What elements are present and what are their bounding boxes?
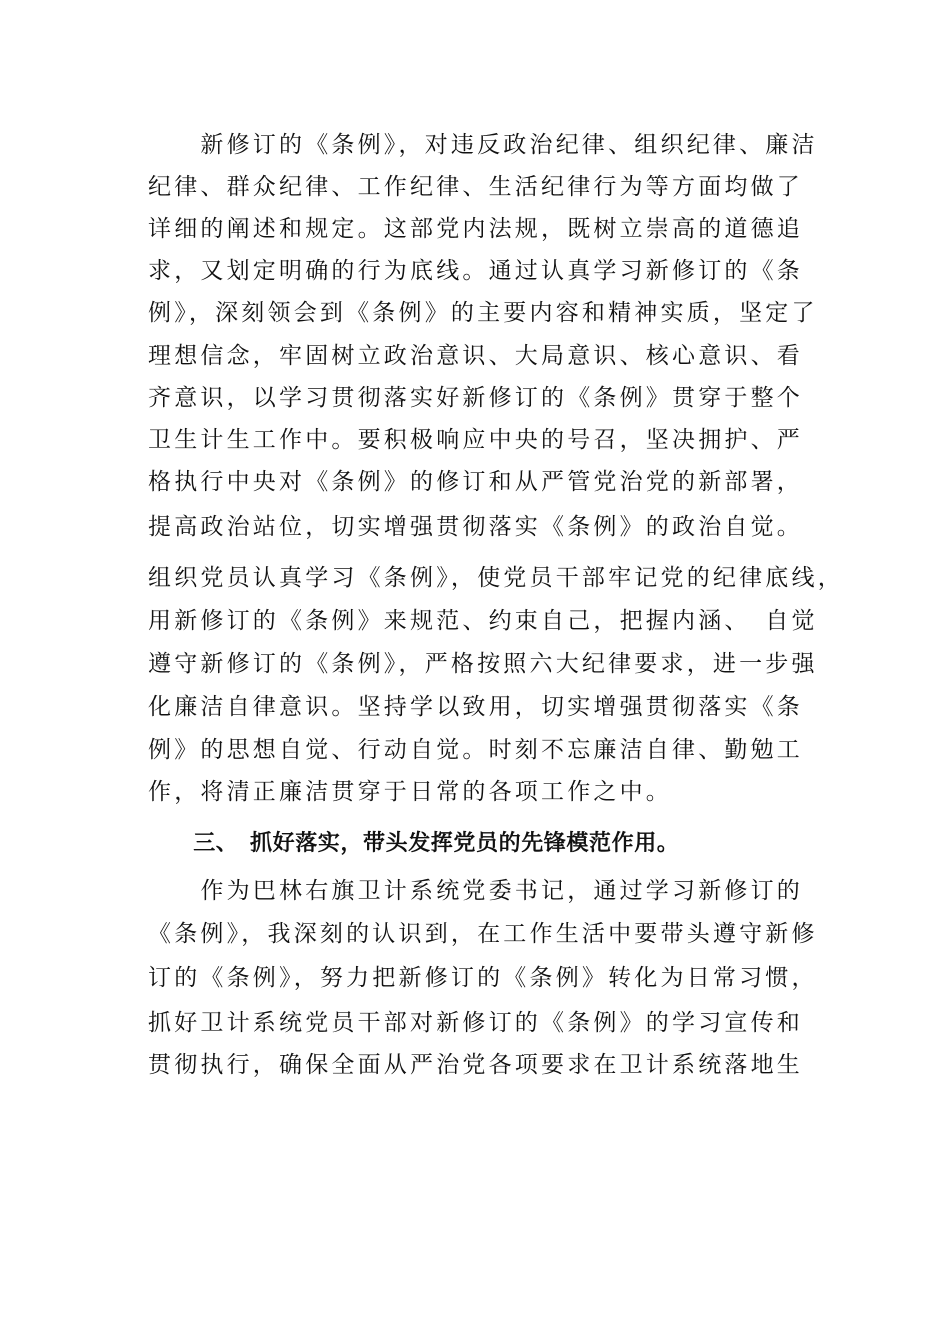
text-line: 贯彻执行，确保全面从严治党各项要求在卫计系统落地生 <box>148 1052 803 1078</box>
text-line: 化廉洁自律意识。坚持学以致用，切实增强贯彻落实《条 <box>148 694 803 720</box>
text-line: 提高政治站位，切实增强贯彻落实《条例》的政治自觉。 <box>148 514 803 540</box>
text-line: 用新修订的《条例》来规范、约束自己，把握内涵、 自觉 <box>148 608 818 634</box>
text-line: 卫生计生工作中。要积极响应中央的号召，坚决拥护、严 <box>148 427 803 453</box>
text-line: 《条例》，我深刻的认识到，在工作生活中要带头遵守新修 <box>148 921 818 947</box>
section-heading: 三、 抓好落实，带头发挥党员的先锋模范作用。 <box>148 831 680 856</box>
text-line: 作，将清正廉洁贯穿于日常的各项工作之中。 <box>148 779 672 805</box>
text-line: 作为巴林右旗卫计系统党委书记，通过学习新修订的 <box>148 878 803 904</box>
text-line: 详细的阐述和规定。这部党内法规，既树立崇高的道德追 <box>148 216 803 242</box>
text-line: 例》，深刻领会到《条例》的主要内容和精神实质，坚定了 <box>148 300 818 326</box>
text-line: 理想信念，牢固树立政治意识、大局意识、核心意识、看 <box>148 343 803 369</box>
text-line: 新修订的《条例》，对违反政治纪律、组织纪律、廉洁 <box>148 132 818 158</box>
text-line: 格执行中央对《条例》的修订和从严管党治党的新部署， <box>148 469 803 495</box>
text-line: 齐意识，以学习贯彻落实好新修订的《条例》贯穿于整个 <box>148 385 803 411</box>
text-line: 求，又划定明确的行为底线。通过认真学习新修订的《条 <box>148 258 803 284</box>
text-line: 订的《条例》，努力把新修订的《条例》转化为日常习惯， <box>148 965 818 991</box>
text-line: 例》的思想自觉、行动自觉。时刻不忘廉洁自律、勤勉工 <box>148 737 803 763</box>
text-line: 遵守新修订的《条例》，严格按照六大纪律要求，进一步强 <box>148 651 818 677</box>
text-line: 组织党员认真学习《条例》，使党员干部牢记党的纪律底线， <box>148 565 844 591</box>
text-line: 纪律、群众纪律、工作纪律、生活纪律行为等方面均做了 <box>148 174 803 200</box>
text-line: 抓好卫计系统党员干部对新修订的《条例》的学习宣传和 <box>148 1010 803 1036</box>
